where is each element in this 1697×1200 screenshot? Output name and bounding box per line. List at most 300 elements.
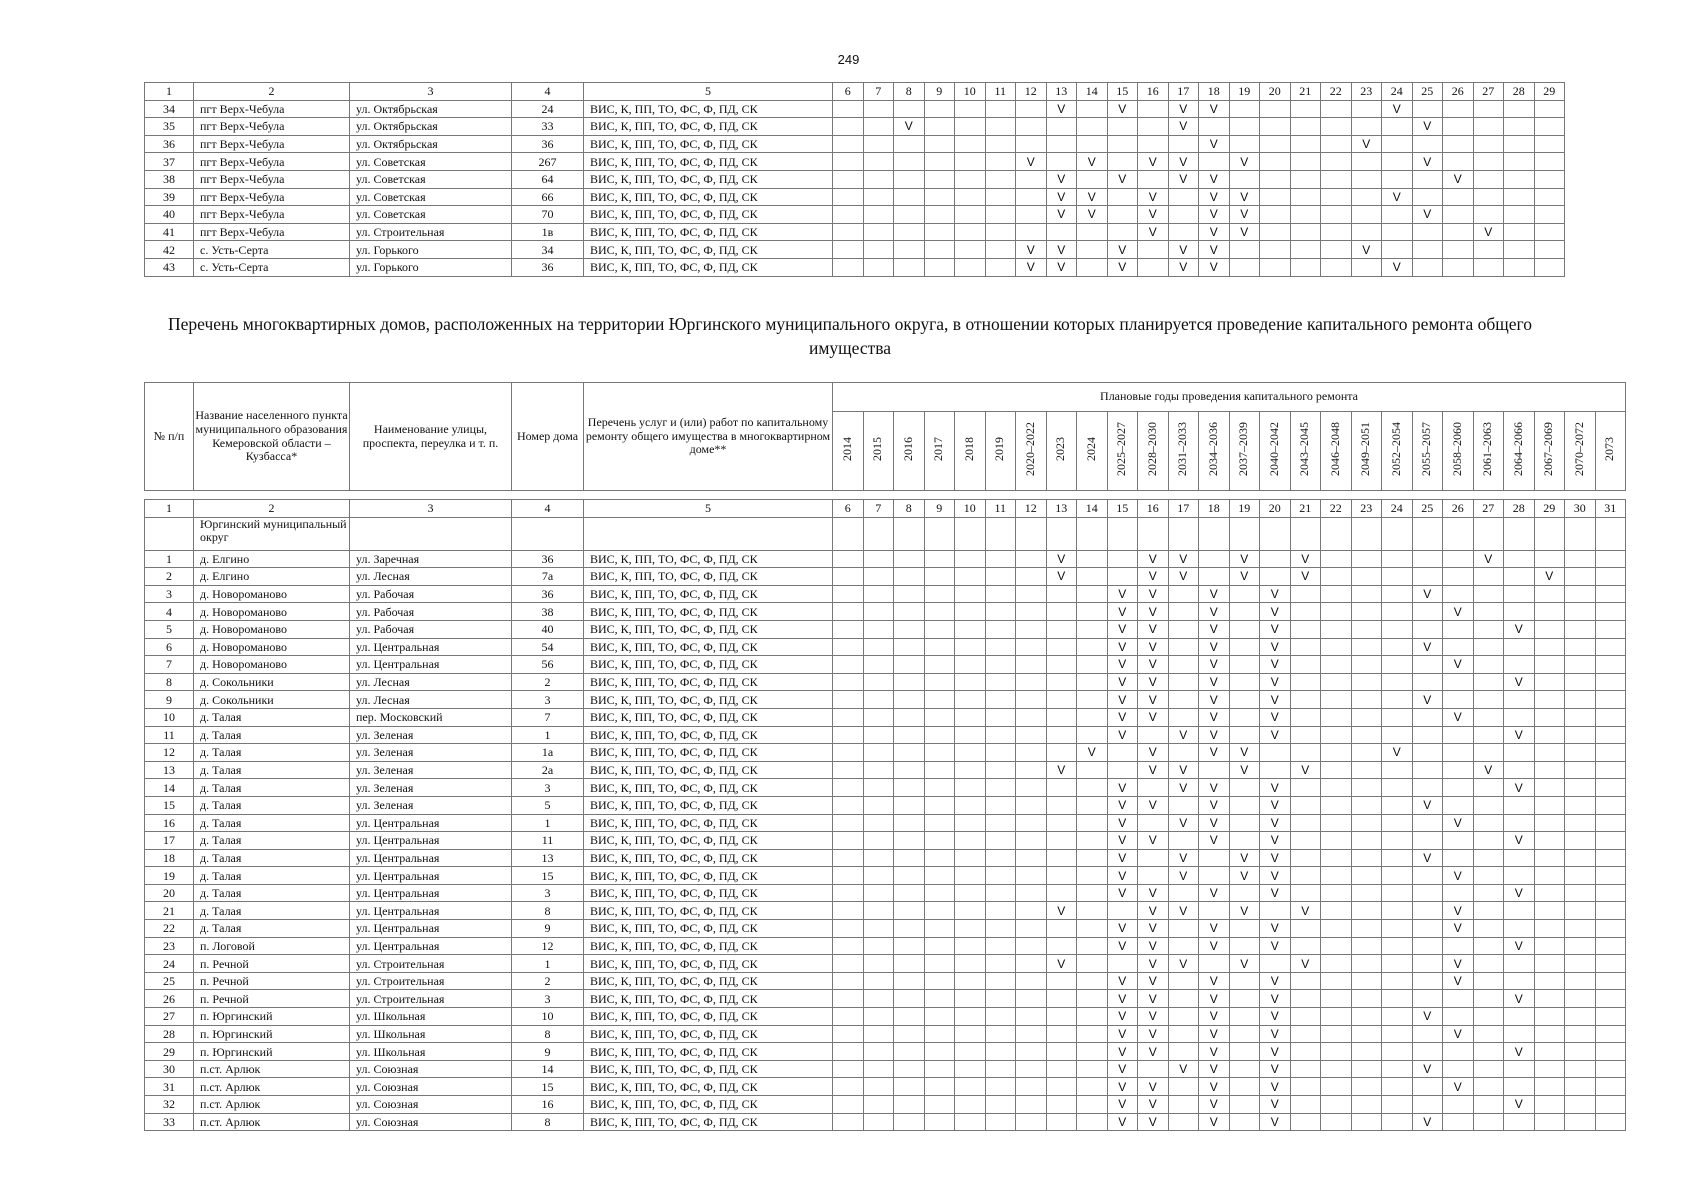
year-label: 2028–2030	[1144, 422, 1159, 477]
year-cell	[1046, 832, 1077, 850]
spacer-cell	[1260, 491, 1291, 500]
year-cell	[1595, 1043, 1626, 1061]
year-cell: V	[1260, 1060, 1291, 1078]
row-number: 13	[145, 761, 194, 779]
year-cell: V	[1351, 241, 1382, 259]
year-cell	[1077, 867, 1108, 885]
year-cell	[1229, 620, 1260, 638]
spacer-cell	[1382, 491, 1413, 500]
year-cell	[985, 955, 1016, 973]
header-year	[1199, 412, 1230, 491]
row-number: 19	[145, 867, 194, 885]
year-cell	[1321, 1043, 1352, 1061]
year-cell	[1595, 796, 1626, 814]
year-cell: V	[1138, 1008, 1169, 1026]
year-cell	[1595, 902, 1626, 920]
year-cell	[1168, 920, 1199, 938]
year-cell	[955, 1060, 986, 1078]
year-cell	[1077, 779, 1108, 797]
row-number: 36	[145, 135, 194, 153]
table-continuation	[144, 82, 1565, 277]
year-cell	[1046, 135, 1077, 153]
year-cell: V	[1138, 223, 1169, 241]
year-cell	[955, 241, 986, 259]
year-cell	[1290, 1008, 1321, 1026]
year-cell: V	[1290, 761, 1321, 779]
spacer-cell	[1168, 491, 1199, 500]
locality: д. Талая	[194, 796, 350, 814]
year-cell: V	[1107, 1060, 1138, 1078]
row-number: 40	[145, 206, 194, 224]
year-cell: V	[1168, 726, 1199, 744]
spacer-cell	[584, 491, 833, 500]
column-number: 28	[1504, 500, 1535, 518]
year-cell	[924, 990, 955, 1008]
year-cell	[1077, 620, 1108, 638]
year-cell	[924, 1060, 955, 1078]
year-cell	[1260, 902, 1291, 920]
year-cell	[1229, 1060, 1260, 1078]
year-cell	[1046, 691, 1077, 709]
year-cell	[1168, 620, 1199, 638]
year-cell	[1138, 241, 1169, 259]
column-number: 29	[1534, 83, 1565, 101]
year-cell	[1351, 550, 1382, 568]
year-cell	[1077, 937, 1108, 955]
year-cell	[1473, 585, 1504, 603]
year-cell	[955, 920, 986, 938]
year-cell	[1595, 1060, 1626, 1078]
year-cell	[1046, 884, 1077, 902]
year-cell: V	[1504, 779, 1535, 797]
year-cell: V	[1138, 568, 1169, 586]
year-cell: V	[1168, 849, 1199, 867]
year-cell	[1595, 603, 1626, 621]
year-cell	[833, 937, 864, 955]
year-cell	[833, 779, 864, 797]
year-cell: V	[1107, 1008, 1138, 1026]
locality: д. Талая	[194, 884, 350, 902]
year-cell	[863, 691, 894, 709]
year-cell: V	[1199, 1043, 1230, 1061]
year-cell	[894, 1096, 925, 1114]
year-cell: V	[1229, 955, 1260, 973]
year-cell	[1382, 1113, 1413, 1131]
year-cell	[1077, 1060, 1108, 1078]
year-cell: V	[1138, 691, 1169, 709]
street: ул. Центральная	[350, 920, 512, 938]
works-list: ВИС, К, ПП, ТО, ФС, Ф, ПД, СК	[584, 638, 833, 656]
year-cell	[1290, 1113, 1321, 1131]
year-cell	[833, 568, 864, 586]
year-cell: V	[1504, 1043, 1535, 1061]
year-cell	[894, 832, 925, 850]
year-cell	[985, 796, 1016, 814]
column-number: 30	[1565, 500, 1596, 518]
year-cell	[1016, 744, 1047, 762]
row-number: 4	[145, 603, 194, 621]
year-cell	[1534, 153, 1565, 171]
year-cell	[1504, 744, 1535, 762]
year-cell	[1229, 585, 1260, 603]
year-cell	[1229, 937, 1260, 955]
year-cell: V	[1260, 673, 1291, 691]
year-cell	[1138, 1060, 1169, 1078]
year-cell	[1321, 620, 1352, 638]
year-cell	[1565, 867, 1596, 885]
year-cell: V	[1412, 585, 1443, 603]
column-number: 5	[584, 500, 833, 518]
year-cell: V	[1260, 779, 1291, 797]
year-cell	[1229, 100, 1260, 118]
year-cell	[894, 550, 925, 568]
year-cell	[1077, 849, 1108, 867]
year-cell	[1290, 920, 1321, 938]
table-row	[145, 832, 1626, 850]
year-cell	[1534, 761, 1565, 779]
year-cell	[1046, 796, 1077, 814]
year-cell	[1595, 832, 1626, 850]
year-cell	[1321, 937, 1352, 955]
year-cell	[1351, 796, 1382, 814]
year-cell	[955, 673, 986, 691]
year-cell	[1595, 550, 1626, 568]
column-number: 2	[194, 83, 350, 101]
year-cell	[1412, 1043, 1443, 1061]
year-cell	[1504, 902, 1535, 920]
year-cell	[1504, 188, 1535, 206]
year-cell	[863, 135, 894, 153]
works-list: ВИС, К, ПП, ТО, ФС, Ф, ПД, СК	[584, 726, 833, 744]
spacer-cell	[512, 491, 584, 500]
year-cell	[833, 1096, 864, 1114]
year-cell	[985, 1078, 1016, 1096]
works-list: ВИС, К, ПП, ТО, ФС, Ф, ПД, СК	[584, 241, 833, 259]
year-cell: V	[1260, 585, 1291, 603]
year-cell	[1168, 1096, 1199, 1114]
row-number: 2	[145, 568, 194, 586]
year-cell: V	[1199, 223, 1230, 241]
year-cell: V	[1199, 726, 1230, 744]
year-cell	[1382, 170, 1413, 188]
year-cell	[1595, 585, 1626, 603]
year-cell	[1473, 100, 1504, 118]
year-cell	[1077, 241, 1108, 259]
year-cell	[833, 867, 864, 885]
street: ул. Октябрьская	[350, 100, 512, 118]
year-label: 2014	[839, 437, 854, 462]
year-cell	[1168, 585, 1199, 603]
locality: п. Речной	[194, 955, 350, 973]
year-cell	[1046, 1078, 1077, 1096]
year-label: 2020–2022	[1022, 422, 1037, 477]
year-cell	[894, 241, 925, 259]
locality: пгт Верх-Чебула	[194, 153, 350, 171]
year-cell	[1595, 884, 1626, 902]
year-cell	[1077, 656, 1108, 674]
row-number: 20	[145, 884, 194, 902]
house-number: 15	[512, 867, 584, 885]
spacer-cell	[1077, 491, 1108, 500]
year-cell	[985, 620, 1016, 638]
year-cell	[1565, 955, 1596, 973]
year-cell: V	[1199, 135, 1230, 153]
year-cell	[985, 990, 1016, 1008]
year-cell	[924, 1025, 955, 1043]
header-locality: Название населенного пункта муниципального образования Кемеровской области – Кузбасса*	[194, 383, 350, 491]
year-cell	[1565, 673, 1596, 691]
year-cell	[1595, 726, 1626, 744]
year-cell	[1534, 1043, 1565, 1061]
house-number: 16	[512, 1096, 584, 1114]
year-cell	[1016, 206, 1047, 224]
house-number: 5	[512, 796, 584, 814]
year-cell: V	[1199, 241, 1230, 259]
year-cell	[1443, 990, 1474, 1008]
column-number: 14	[1077, 83, 1108, 101]
year-cell: V	[1199, 920, 1230, 938]
year-cell: V	[1260, 726, 1291, 744]
year-cell	[1351, 937, 1382, 955]
works-list: ВИС, К, ПП, ТО, ФС, Ф, ПД, СК	[584, 585, 833, 603]
year-cell	[863, 568, 894, 586]
locality: д. Новороманово	[194, 638, 350, 656]
works-list: ВИС, К, ПП, ТО, ФС, Ф, ПД, СК	[584, 118, 833, 136]
year-cell	[1260, 955, 1291, 973]
row-number: 38	[145, 170, 194, 188]
column-number: 26	[1443, 83, 1474, 101]
year-label: 2019	[992, 437, 1007, 462]
year-cell	[985, 568, 1016, 586]
year-cell	[863, 761, 894, 779]
street: ул. Советская	[350, 206, 512, 224]
year-cell	[924, 258, 955, 276]
year-cell	[985, 1113, 1016, 1131]
year-cell	[1260, 744, 1291, 762]
year-cell	[1351, 673, 1382, 691]
year-cell	[1382, 990, 1413, 1008]
year-cell	[863, 867, 894, 885]
year-cell: V	[1107, 585, 1138, 603]
column-number: 3	[350, 500, 512, 518]
year-cell	[1595, 937, 1626, 955]
year-cell: V	[1046, 955, 1077, 973]
year-cell	[1016, 1096, 1047, 1114]
year-cell	[955, 135, 986, 153]
year-cell	[1260, 135, 1291, 153]
works-list: ВИС, К, ПП, ТО, ФС, Ф, ПД, СК	[584, 832, 833, 850]
year-cell	[894, 638, 925, 656]
year-cell	[1016, 708, 1047, 726]
year-cell	[894, 972, 925, 990]
year-cell: V	[1107, 673, 1138, 691]
year-cell	[1290, 849, 1321, 867]
year-cell	[1443, 620, 1474, 638]
locality: с. Усть-Серта	[194, 258, 350, 276]
year-cell	[955, 223, 986, 241]
year-cell	[924, 568, 955, 586]
year-cell	[1473, 726, 1504, 744]
year-cell	[863, 206, 894, 224]
group-empty	[833, 517, 864, 550]
spacer-cell	[194, 491, 350, 500]
row-number: 33	[145, 1113, 194, 1131]
house-number: 54	[512, 638, 584, 656]
year-cell	[1504, 153, 1535, 171]
year-cell	[1046, 1025, 1077, 1043]
header-year	[1260, 412, 1291, 491]
year-cell: V	[1412, 1113, 1443, 1131]
year-cell: V	[1290, 568, 1321, 586]
year-cell	[985, 779, 1016, 797]
year-cell	[955, 603, 986, 621]
year-cell: V	[1138, 761, 1169, 779]
year-cell	[1321, 153, 1352, 171]
street: ул. Союзная	[350, 1113, 512, 1131]
year-cell	[924, 585, 955, 603]
year-cell	[1351, 726, 1382, 744]
house-number: 1а	[512, 744, 584, 762]
year-cell	[1077, 603, 1108, 621]
year-cell	[924, 796, 955, 814]
year-cell	[1077, 796, 1108, 814]
header-year	[863, 412, 894, 491]
year-cell	[1077, 1078, 1108, 1096]
year-cell: V	[1260, 1008, 1291, 1026]
year-cell	[833, 1078, 864, 1096]
year-cell	[894, 796, 925, 814]
year-cell	[1321, 585, 1352, 603]
year-cell	[1351, 206, 1382, 224]
year-cell	[1351, 118, 1382, 136]
table-row	[145, 1113, 1626, 1131]
year-cell	[863, 638, 894, 656]
year-cell	[1077, 1043, 1108, 1061]
column-number: 24	[1382, 500, 1413, 518]
year-cell: V	[1412, 796, 1443, 814]
spacer-cell	[1016, 491, 1047, 500]
header-year	[894, 412, 925, 491]
year-cell	[1016, 603, 1047, 621]
year-cell	[863, 832, 894, 850]
year-cell	[1473, 656, 1504, 674]
year-cell	[1473, 902, 1504, 920]
year-cell	[1473, 1113, 1504, 1131]
works-list: ВИС, К, ПП, ТО, ФС, Ф, ПД, СК	[584, 902, 833, 920]
year-cell: V	[1107, 937, 1138, 955]
works-list: ВИС, К, ПП, ТО, ФС, Ф, ПД, СК	[584, 779, 833, 797]
year-cell	[1473, 1008, 1504, 1026]
year-cell	[1321, 779, 1352, 797]
year-label: 2061–2063	[1480, 422, 1495, 477]
table-row	[145, 1025, 1626, 1043]
year-cell	[1504, 761, 1535, 779]
row-number: 39	[145, 188, 194, 206]
year-cell	[1382, 849, 1413, 867]
year-cell	[1321, 744, 1352, 762]
year-cell	[833, 884, 864, 902]
column-number: 22	[1321, 500, 1352, 518]
year-cell	[1016, 1113, 1047, 1131]
year-cell	[1473, 867, 1504, 885]
row-number: 9	[145, 691, 194, 709]
group-empty	[1565, 517, 1596, 550]
year-cell	[1504, 223, 1535, 241]
column-number: 7	[863, 83, 894, 101]
header-year	[1077, 412, 1108, 491]
year-cell	[1321, 726, 1352, 744]
year-cell	[1595, 955, 1626, 973]
year-cell	[1290, 691, 1321, 709]
year-cell	[924, 972, 955, 990]
year-cell	[1534, 550, 1565, 568]
header-year	[1473, 412, 1504, 491]
table-row	[145, 796, 1626, 814]
year-cell: V	[1138, 188, 1169, 206]
year-cell	[1443, 550, 1474, 568]
year-cell	[1321, 100, 1352, 118]
year-cell	[1168, 656, 1199, 674]
year-cell	[1565, 691, 1596, 709]
year-cell: V	[1504, 990, 1535, 1008]
year-cell	[1229, 603, 1260, 621]
year-cell	[1016, 223, 1047, 241]
year-cell	[1443, 206, 1474, 224]
street: ул. Рабочая	[350, 603, 512, 621]
year-cell	[1443, 1113, 1474, 1131]
year-cell	[1168, 1043, 1199, 1061]
year-cell	[1504, 955, 1535, 973]
year-cell	[894, 656, 925, 674]
year-cell	[1351, 656, 1382, 674]
year-cell	[985, 1043, 1016, 1061]
year-cell	[1534, 656, 1565, 674]
year-label: 2040–2042	[1266, 422, 1281, 477]
year-cell	[1046, 620, 1077, 638]
works-list: ВИС, К, ПП, ТО, ФС, Ф, ПД, СК	[584, 568, 833, 586]
year-cell	[1351, 258, 1382, 276]
year-cell	[955, 1008, 986, 1026]
column-number: 11	[985, 83, 1016, 101]
row-number: 41	[145, 223, 194, 241]
table-row	[145, 550, 1626, 568]
year-cell: V	[1107, 258, 1138, 276]
year-cell: V	[1138, 656, 1169, 674]
locality: д. Талая	[194, 867, 350, 885]
works-list: ВИС, К, ПП, ТО, ФС, Ф, ПД, СК	[584, 867, 833, 885]
year-cell: V	[1260, 1078, 1291, 1096]
year-cell	[863, 258, 894, 276]
year-cell	[924, 726, 955, 744]
year-cell: V	[1107, 920, 1138, 938]
year-cell	[863, 118, 894, 136]
spacer-cell	[1229, 491, 1260, 500]
year-cell	[1321, 188, 1352, 206]
year-cell	[1351, 1078, 1382, 1096]
year-cell	[1290, 638, 1321, 656]
table-row	[145, 206, 1565, 224]
group-empty	[145, 517, 194, 550]
street: ул. Центральная	[350, 849, 512, 867]
street: ул. Центральная	[350, 937, 512, 955]
year-cell	[1443, 849, 1474, 867]
year-cell: V	[1199, 708, 1230, 726]
year-cell	[1321, 708, 1352, 726]
column-number: 4	[512, 500, 584, 518]
house-number: 34	[512, 241, 584, 259]
year-cell	[833, 832, 864, 850]
house-number: 7	[512, 708, 584, 726]
